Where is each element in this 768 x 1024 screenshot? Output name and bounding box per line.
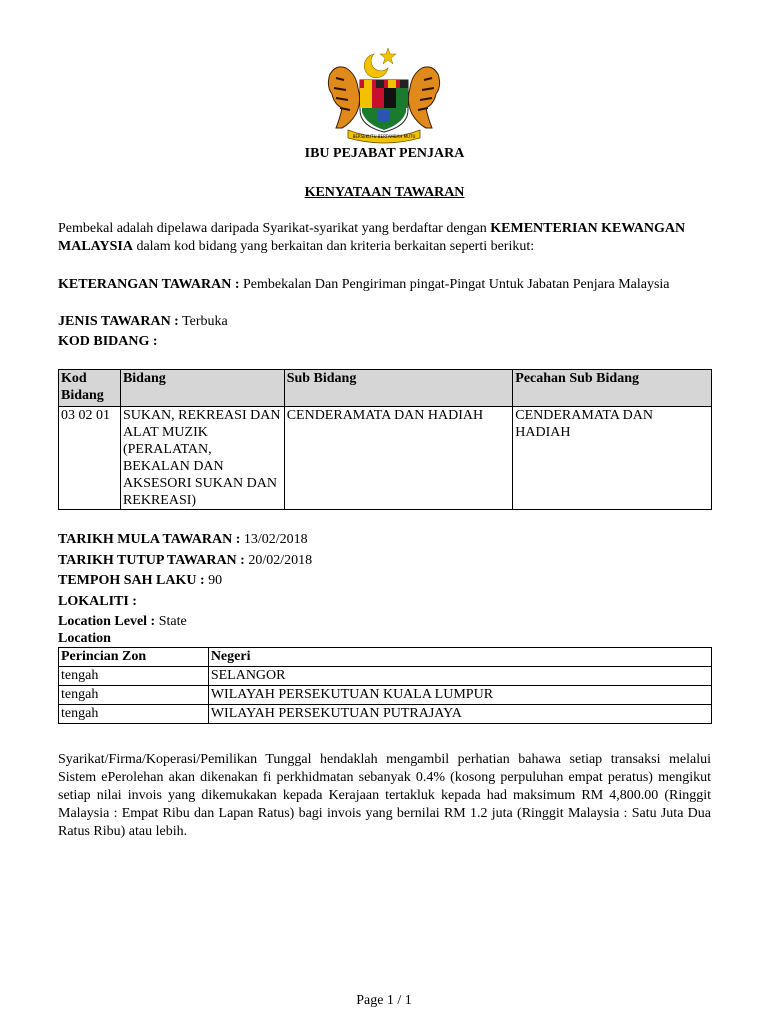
intro-paragraph xyxy=(58,220,711,256)
cell-negeri: SELANGOR xyxy=(208,667,711,686)
bidang-table-header xyxy=(59,370,712,407)
jenis-value: Terbuka xyxy=(178,314,228,329)
table-row xyxy=(59,686,712,705)
cell-bidang: SUKAN, REKREASI DAN ALAT MUZIK (PERALATAN, BEKALAN DAN AKSESORI SUKAN DAN REKREASI) xyxy=(120,407,284,510)
cell-zon: tengah xyxy=(59,667,209,686)
cell-negeri: WILAYAH PERSEKUTUAN KUALA LUMPUR xyxy=(208,686,711,705)
location-table xyxy=(58,647,712,724)
table-row xyxy=(59,705,712,724)
level-label: Location Level : xyxy=(58,614,156,629)
kod-bidang-label: KOD BIDANG : xyxy=(58,334,158,349)
tutup-label: TARIKH TUTUP TAWARAN : xyxy=(58,553,245,568)
cell-pecahan: CENDERAMATA DAN HADIAH xyxy=(513,407,712,510)
intro-text-1: Pembekal adalah dipelawa daripada Syarikat-syarikat yang berdaftar dengan xyxy=(58,221,491,236)
intro-ministry: KEMENTERIAN KEWANGAN MALAYSIA xyxy=(58,221,686,254)
coat-of-arms-icon xyxy=(322,44,446,144)
jenis-label: JENIS TAWARAN : xyxy=(58,314,179,329)
keterangan-tawaran xyxy=(58,276,711,294)
header-pecahan-sub-bidang: Pecahan Sub Bidang xyxy=(513,370,712,407)
header-bidang: Bidang xyxy=(120,370,284,407)
document-title: KENYATAAN TAWARAN xyxy=(304,185,465,200)
tarikh-mula xyxy=(58,531,711,549)
location-table-header xyxy=(59,648,712,667)
keterangan-label: KETERANGAN TAWARAN : xyxy=(58,277,240,292)
tempoh-sah-laku xyxy=(58,572,711,590)
header-kod-bidang: Kod Bidang xyxy=(59,370,121,407)
table-row xyxy=(59,407,712,510)
level-value: State xyxy=(155,614,187,629)
location-label: Location xyxy=(58,631,111,646)
mula-value: 13/02/2018 xyxy=(240,532,308,547)
tempoh-value: 90 xyxy=(204,573,223,588)
intro-text-2: dalam kod bidang yang berkaitan dan kriteria berkaitan seperti berikut: xyxy=(132,239,535,254)
page-number: Page 1 / 1 xyxy=(356,993,412,1008)
header-sub-bidang: Sub Bidang xyxy=(284,370,513,407)
cell-zon: tengah xyxy=(59,686,209,705)
tutup-value: 20/02/2018 xyxy=(244,553,313,568)
tarikh-tutup xyxy=(58,552,711,570)
table-row xyxy=(59,667,712,686)
location-level xyxy=(58,613,711,631)
cell-kod: 03 02 01 xyxy=(59,407,121,510)
cell-zon: tengah xyxy=(59,705,209,724)
cell-negeri: WILAYAH PERSEKUTUAN PUTRAJAYA xyxy=(208,705,711,724)
keterangan-value: Pembekalan Dan Pengiriman pingat-Pingat Untuk Jabatan Penjara Malaysia xyxy=(239,277,670,292)
office-title: IBU PEJABAT PENJARA xyxy=(304,146,465,161)
header-negeri: Negeri xyxy=(208,648,711,667)
mula-label: TARIKH MULA TAWARAN : xyxy=(58,532,241,547)
header-perincian-zon: Perincian Zon xyxy=(59,648,209,667)
service-fee-note: Syarikat/Firma/Koperasi/Pemilikan Tunggal hendaklah mengambil perhatian bahawa setiap transaksi melalui Sistem ePerolehan akan dikenakan fi perkhidmatan sebanyak 0.4% (kosong perpuluhan empat peratus) mengikut setiap nilai invois yang dikemukakan kepada Kerajaan tertakluk kepada had maksimum RM 4,800.00 (Ringgit Malaysia : Empat Ribu dan Lapan Ratus) bagi invois yang bernilai RM 1.2 juta (Ringgit Malaysia : Satu Juta Dua Ratus Ribu) atau lebih. xyxy=(58,752,711,839)
bidang-table xyxy=(58,369,712,510)
tempoh-label: TEMPOH SAH LAKU : xyxy=(58,573,205,588)
svg-text:BERSEKUTU BERTAMBAH MUTU: BERSEKUTU BERTAMBAH MUTU xyxy=(352,134,416,139)
jenis-tawaran xyxy=(58,313,711,331)
lokaliti-label: LOKALITI : xyxy=(58,594,137,609)
cell-sub-bidang: CENDERAMATA DAN HADIAH xyxy=(284,407,513,510)
